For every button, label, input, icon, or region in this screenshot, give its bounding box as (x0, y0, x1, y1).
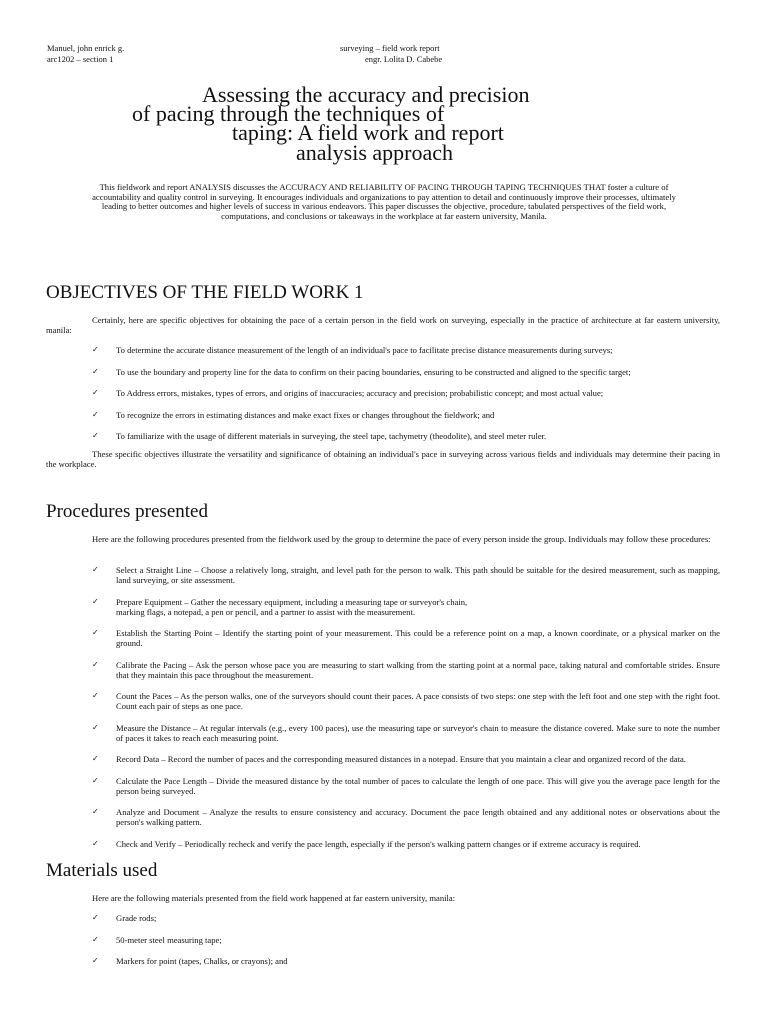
materials-intro: Here are the following materials presented from the field work happened at far eastern university, manila: (92, 893, 456, 903)
list-item: ✓ Establish the Starting Point – Identify the starting point of your measurement. This could be a reference point on a map, a known coordinate, or a physical marker on the ground. (92, 628, 720, 648)
procedures-intro: Here are the following procedures presented from the fieldwork used by the group to determine the pace of every person inside the group. Individuals may follow these procedures: (92, 534, 711, 544)
title-line-1: Assessing the accuracy and precision (202, 82, 530, 107)
check-icon: ✓ (92, 807, 99, 816)
list-item: ✓ To determine the accurate distance measurement of the length of an individual's pace to facilitate precise distance measurements during surveys; (92, 345, 613, 355)
objectives-list (92, 345, 720, 453)
list-item: ✓ Measure the Distance – At regular intervals (e.g., every 100 paces), use the measuring tape or surveyor's chain to measure the distance covered. Make sure to note the number of paces it takes to reach each measuring point. (92, 722, 720, 743)
check-icon: ✓ (92, 913, 99, 922)
list-item: ✓ Grade rods; (92, 913, 157, 923)
check-icon: ✓ (92, 345, 99, 354)
check-icon: ✓ (92, 659, 99, 669)
check-icon: ✓ (92, 596, 99, 606)
materials-list (92, 913, 720, 978)
materials-heading: Materials used (46, 860, 158, 881)
check-icon: ✓ (92, 366, 99, 376)
list-item: ✓ Count the Paces – As the person walks, one of the surveyors should count their paces. A pace consists of two steps: one step with the left foot and one step with the right foot. Count each pair of steps as one pace. (92, 691, 720, 711)
list-item: ✓ To recognize the errors in estimating distances and make exact fixes or changes throughout the fieldwork; and (92, 409, 495, 420)
procedures-list (92, 565, 720, 860)
check-icon: ✓ (92, 838, 99, 848)
course-section: arc1202 – section 1 (47, 54, 114, 64)
objectives-heading: OBJECTIVES OF THE FIELD WORK 1 (46, 282, 364, 303)
check-icon: ✓ (92, 775, 99, 785)
check-icon: ✓ (92, 722, 99, 732)
title-line-2: of pacing through the techniques of (132, 101, 445, 126)
list-item: ✓ To Address errors, mistakes, types of errors, and origins of inaccuracies; accuracy and precision; probabilistic concept; and most actual value; (92, 388, 604, 398)
list-item: ✓ Select a Straight Line – Choose a relatively long, straight, and level path for the person to walk. This path should be suitable for the desired measurement, such as mapping, land surveying, or site assessment. (92, 565, 720, 585)
list-item: ✓ Analyze and Document – Analyze the results to ensure consistency and accuracy. Document the pace length obtained and any additional notes or observations about the person's walking pattern. (92, 807, 720, 827)
instructor-name: engr. Lolita D. Cabebe (365, 54, 443, 64)
list-item: ✓ 50-meter steel measuring tape; (92, 934, 222, 945)
check-icon: ✓ (92, 934, 99, 944)
abstract: This fieldwork and report ANALYSIS discusses the ACCURACY AND RELIABILITY OF PACING THROUGH TAPING TECHNIQUES THAT foster a culture of accountability and quality control in surveying. It encourages individuals and organizations to pay attention to detail and continuously improve their processes, ultimately leading to better outcomes and higher levels of success in various endeavors. This paper discusses the objective, procedure, tabulated perspectives of the field work, computations, and conclusions or takeaways in the workplace at far eastern university, Manila. (92, 182, 676, 221)
objectives-closing: These specific objectives illustrate the versatility and significance of obtaining an individual's pace in surveying across various fields and individuals may determine their pacing in the workplace. (46, 449, 720, 469)
list-item: ✓ Record Data – Record the number of paces and the corresponding measured distances in a notepad. Ensure that you maintain a clear and organized record of the data. (92, 754, 686, 764)
objectives-intro: Certainly, here are specific objectives for obtaining the pace of a certain person in the field work on surveying, especially in the practice of architecture at far eastern university, manila: (46, 315, 720, 335)
check-icon: ✓ (92, 409, 99, 419)
list-item: ✓ Prepare Equipment – Gather the necessary equipment, including a measuring tape or surveyor's chain, marking flags, a notepad, a pen or pencil, and a partner to assist with the measurement. (92, 596, 468, 617)
check-icon: ✓ (92, 754, 99, 763)
title-line-3: taping: A field work and report (232, 120, 504, 145)
author-name: Manuel, john enrick g. (47, 43, 125, 53)
list-item: ✓ To use the boundary and property line for the data to confirm on their pacing boundaries, ensuring to be constructed and aligned to the specific target; (92, 366, 631, 377)
check-icon: ✓ (92, 956, 99, 965)
subject-label: surveying – field work report (340, 43, 440, 53)
list-item: ✓ Calibrate the Pacing – Ask the person whose pace you are measuring to start walking from the starting point at a normal pace, taking natural and comfortable strides. Ensure that they maintain this pace throughout the measurement. (92, 659, 720, 680)
list-item: ✓ Check and Verify – Periodically recheck and verify the pace length, especially if the person's walking pattern changes or if extreme accuracy is required. (92, 838, 641, 849)
author-block (47, 43, 124, 65)
check-icon: ✓ (92, 388, 99, 397)
check-icon: ✓ (92, 628, 99, 637)
list-item: ✓ Calculate the Pace Length – Divide the measured distance by the total number of paces to calculate the length of one pace. This will give you the average pace length for the person being surveyed. (92, 775, 720, 796)
title-line-4: analysis approach (296, 140, 453, 165)
check-icon: ✓ (92, 691, 99, 700)
check-icon: ✓ (92, 431, 99, 440)
check-icon: ✓ (92, 565, 99, 574)
list-item: ✓ To familiarize with the usage of different materials in surveying, the steel tape, tachymetry (theodolite), and steel meter ruler. (92, 431, 547, 441)
list-item: ✓ Markers for point (tapes, Chalks, or crayons); and (92, 956, 288, 966)
procedures-heading: Procedures presented (46, 501, 208, 522)
